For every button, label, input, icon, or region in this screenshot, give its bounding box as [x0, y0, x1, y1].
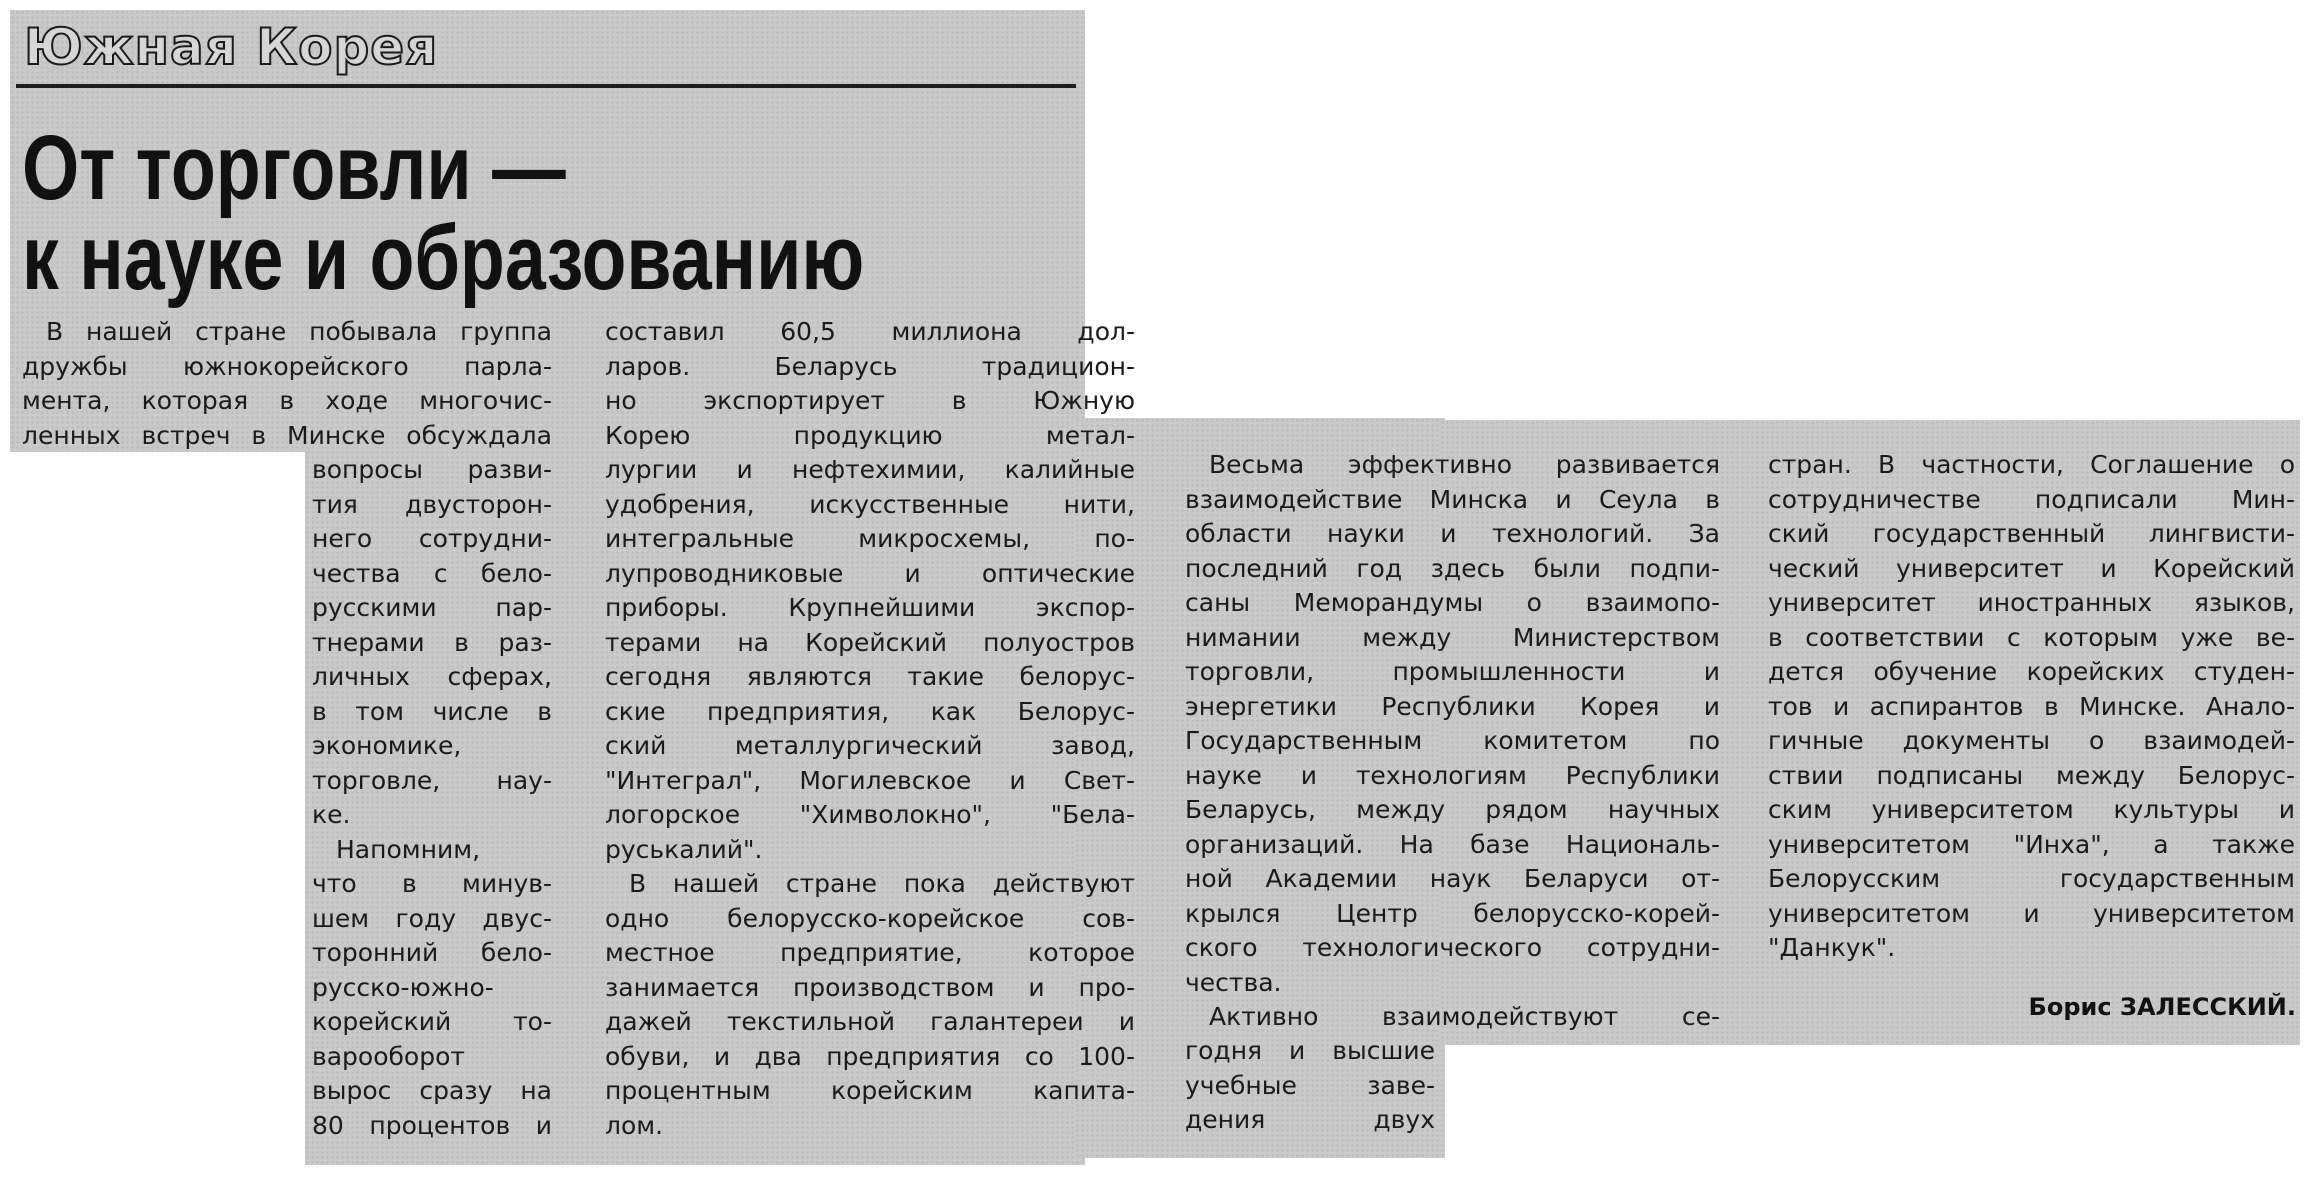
text-line: лургии и нефтехимии, калийные: [605, 455, 1135, 484]
text-line: сотрудничестве подписали Мин-: [1768, 484, 2295, 514]
article-column-1: [312, 453, 552, 1143]
text-line: торговли, промышленности и: [1185, 657, 1720, 686]
text-line: корейский то-: [312, 1007, 552, 1036]
text-line: варооборот: [312, 1041, 465, 1071]
text-line: энергетики Республики Корея и: [1185, 691, 1720, 721]
text-line: ским университетом культуры и: [1768, 795, 2295, 824]
article-column-1-lead: [22, 315, 552, 453]
text-line: Активно взаимодействуют се-: [1209, 1002, 1720, 1031]
text-line: тия двусторон-: [312, 489, 552, 519]
text-line: "Данкук".: [1768, 933, 1896, 962]
text-line: дажей текстильной галантереи и: [605, 1007, 1135, 1036]
article-column-2: [605, 315, 1135, 1143]
text-line: ского технологического сотрудни-: [1185, 933, 1720, 962]
text-line: учебные заве-: [1185, 1070, 1435, 1100]
text-line: ной Академии наук Беларуси от-: [1185, 864, 1720, 893]
text-line: Корею продукцию метал-: [605, 420, 1135, 450]
text-line: университетом и университетом: [1768, 898, 2295, 928]
author-byline: Борис ЗАЛЕССКИЙ.: [2028, 993, 2296, 1021]
text-line: вырос сразу на: [312, 1076, 552, 1105]
text-line: ский металлургический завод,: [605, 731, 1135, 760]
text-line: ке.: [312, 800, 351, 829]
rubric-label: Южная Корея: [24, 18, 439, 76]
text-line: местное предприятие, которое: [605, 938, 1135, 967]
text-line: взаимодействие Минска и Сеула в: [1185, 484, 1720, 514]
text-line: сегодня являются такие белорус-: [605, 662, 1135, 691]
text-line: в том числе в: [312, 696, 552, 726]
text-line: шем году двус-: [312, 903, 552, 933]
text-line: Напомним,: [336, 834, 481, 864]
text-line: чества с бело-: [312, 558, 552, 588]
text-line: ские предприятия, как Белорус-: [605, 696, 1135, 726]
text-line: ствии подписаны между Белорус-: [1768, 760, 2295, 790]
text-line: торговле, нау-: [312, 765, 552, 795]
article-column-3-tail: [1185, 1034, 1435, 1138]
text-line: гичные документы о взаимодей-: [1768, 726, 2295, 755]
text-line: приборы. Крупнейшими экспор-: [605, 593, 1135, 622]
text-line: лом.: [605, 1110, 664, 1140]
text-line: дется обучение корейских студен-: [1768, 657, 2295, 686]
text-line: торонний бело-: [312, 938, 552, 967]
text-line: нимании между Министерством: [1185, 622, 1720, 652]
text-line: университетом "Инха", а также: [1768, 829, 2295, 859]
text-line: чества.: [1185, 967, 1282, 997]
text-line: В нашей стране пока действуют: [629, 869, 1135, 898]
text-line: процентным корейским капита-: [605, 1076, 1135, 1105]
text-line: Государственным комитетом по: [1185, 726, 1720, 755]
text-line: науке и технологиям Республики: [1185, 760, 1720, 790]
text-line: русскими пар-: [312, 593, 552, 622]
text-line: мента, которая в ходе многочис-: [22, 386, 552, 415]
text-line: но экспортирует в Южную: [605, 386, 1135, 415]
text-line: занимается производством и про-: [605, 972, 1135, 1002]
text-line: области науки и технологий. За: [1185, 519, 1720, 548]
text-line: интегральные микросхемы, по-: [605, 524, 1135, 553]
text-line: годня и высшие: [1185, 1036, 1435, 1065]
text-line: логорское "Химволокно", "Бела-: [605, 800, 1135, 829]
text-line: университет иностранных языков,: [1768, 588, 2295, 617]
text-line: экономике,: [312, 731, 462, 760]
text-line: "Интеграл", Могилевское и Свет-: [605, 765, 1135, 795]
headline-line-1: От торговли —: [22, 117, 566, 219]
text-line: Белорусским государственным: [1768, 864, 2295, 893]
article-column-3: [1185, 448, 1720, 1035]
text-line: удобрения, искусственные нити,: [605, 489, 1135, 519]
text-line: тов и аспирантов в Минске. Анало-: [1768, 691, 2295, 721]
text-line: Весьма эффективно развивается: [1209, 450, 1720, 479]
headline-line-2: к науке и образованию: [22, 207, 865, 309]
text-line: стран. В частности, Соглашение о: [1768, 450, 2295, 479]
text-line: вопросы разви-: [312, 455, 552, 484]
text-line: тнерами в раз-: [312, 627, 552, 657]
text-line: крылся Центр белорусско-корей-: [1185, 898, 1720, 928]
text-line: руськалий".: [605, 834, 763, 864]
text-line: Беларусь, между рядом научных: [1185, 795, 1720, 824]
text-line: него сотрудни-: [312, 524, 552, 553]
text-line: составил 60,5 миллиона дол-: [605, 317, 1135, 346]
text-line: ларов. Беларусь традицион-: [605, 351, 1135, 381]
text-line: лупроводниковые и оптические: [605, 558, 1135, 588]
text-line: 80 процентов и: [312, 1110, 552, 1140]
text-line: терами на Корейский полуостров: [605, 627, 1135, 657]
text-line: в соответствии с которым уже ве-: [1768, 622, 2295, 652]
text-line: дения двух: [1185, 1105, 1435, 1134]
text-line: саны Меморандумы о взаимопо-: [1185, 588, 1720, 617]
text-line: личных сферах,: [312, 662, 552, 691]
text-line: дружбы южнокорейского парла-: [22, 351, 552, 381]
article-column-4: [1768, 448, 2295, 966]
text-line: организаций. На базе Националь-: [1185, 829, 1720, 859]
text-line: В нашей стране побывала группа: [46, 317, 552, 346]
text-line: одно белорусско-корейское сов-: [605, 903, 1135, 933]
text-line: ский государственный лингвисти-: [1768, 519, 2295, 548]
text-line: последний год здесь были подпи-: [1185, 553, 1720, 583]
text-line: ленных встреч в Минске обсуждала: [22, 420, 552, 450]
text-line: что в минув-: [312, 869, 552, 898]
text-line: русско-южно-: [312, 972, 494, 1002]
text-line: обуви, и два предприятия со 100-: [605, 1041, 1135, 1071]
text-line: ческий университет и Корейский: [1768, 553, 2295, 583]
rubric-rule: [16, 84, 1076, 88]
